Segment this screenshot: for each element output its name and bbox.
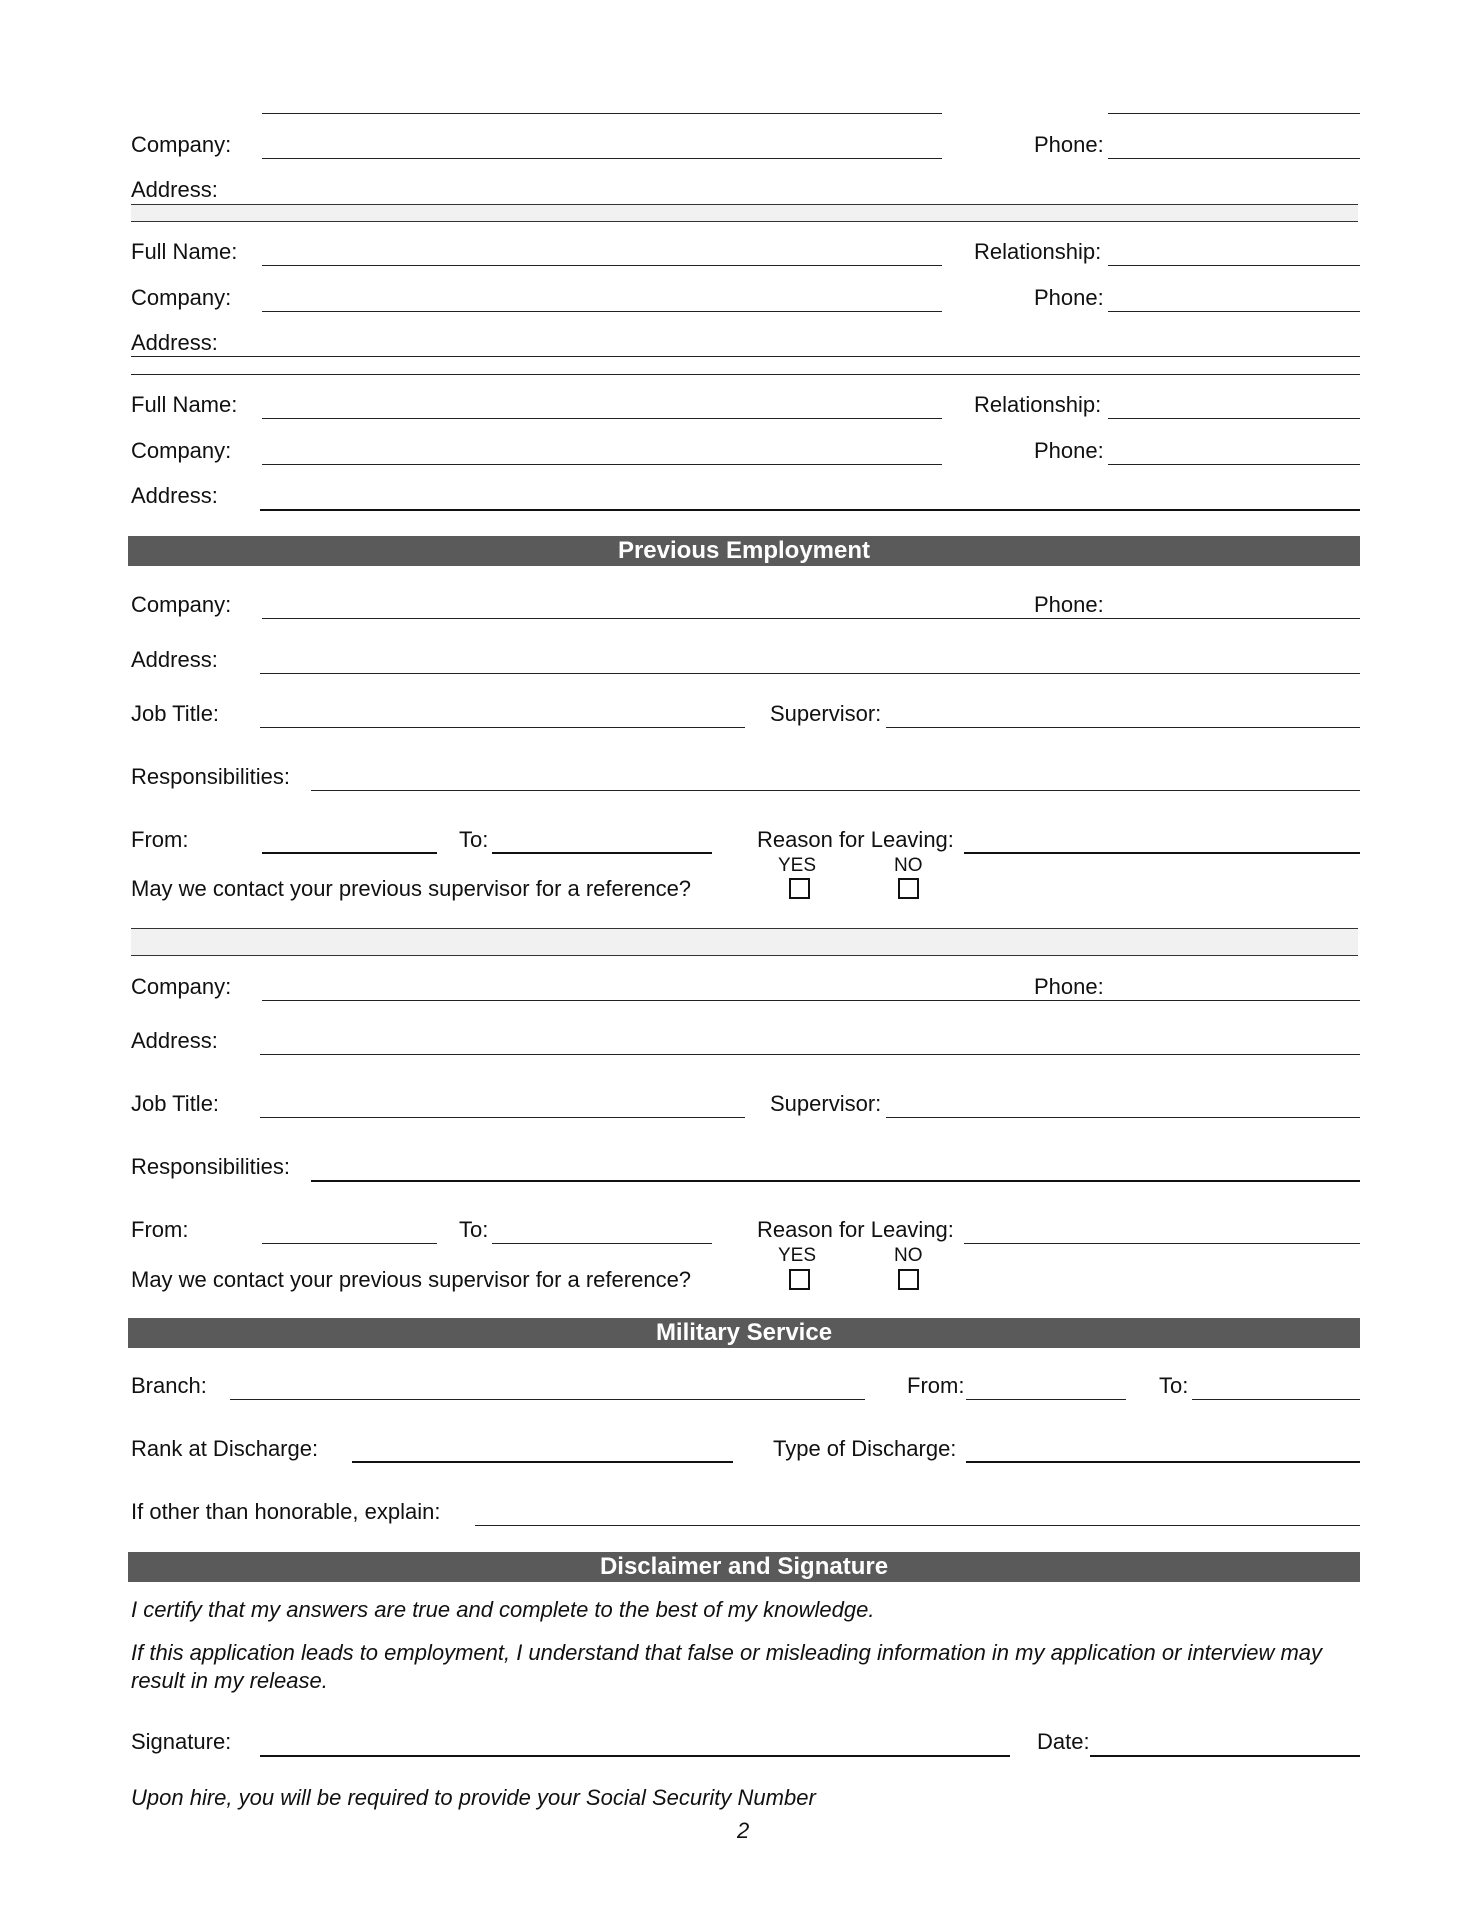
employer-2-phone-label: Phone: (1034, 974, 1104, 999)
reference-3-company-label: Company: (131, 438, 232, 463)
reference-divider-2 (131, 374, 1360, 375)
military-to-label: To: (1159, 1373, 1189, 1398)
reference-2-relationship-label: Relationship: (974, 239, 1102, 264)
employer-1-from-label: From: (131, 827, 189, 852)
reference-3-phone-label: Phone: (1034, 438, 1104, 463)
employer-2-job-title-label: Job Title: (131, 1091, 220, 1116)
employer-1-no-label: NO (894, 855, 923, 876)
employer-1-company-line[interactable] (262, 618, 1360, 619)
employer-2-company-line[interactable] (262, 1000, 1360, 1001)
date-line[interactable] (1090, 1755, 1360, 1757)
employer-2-address-line[interactable] (260, 1054, 1360, 1055)
reference-3-address-label: Address: (131, 483, 218, 508)
reference-2-phone-label: Phone: (1034, 285, 1104, 310)
reference-2-full-name-label: Full Name: (131, 239, 238, 264)
military-explain-line[interactable] (475, 1525, 1360, 1526)
reference-1-company-label: Company: (131, 132, 232, 157)
military-to-line[interactable] (1192, 1399, 1360, 1400)
reference-top-name-line[interactable] (262, 113, 942, 114)
employer-1-to-label: To: (459, 827, 489, 852)
disclaimer-release-text: If this application leads to employment, I understand that false or misleading information in my application or interview may result in my release. (131, 1640, 1323, 1693)
reference-2-full-name-line[interactable] (262, 265, 942, 266)
employer-2-reason-line[interactable] (964, 1243, 1360, 1244)
reference-2-company-line[interactable] (262, 311, 942, 312)
military-branch-line[interactable] (230, 1399, 865, 1400)
military-discharge-type-label: Type of Discharge: (773, 1436, 957, 1461)
page-number: 2 (737, 1818, 750, 1843)
employer-2-job-title-line[interactable] (260, 1117, 745, 1118)
employer-2-company-label: Company: (131, 974, 232, 999)
reference-2-address-label: Address: (131, 330, 218, 355)
employer-1-reason-line[interactable] (964, 852, 1360, 854)
military-from-line[interactable] (966, 1399, 1126, 1400)
employer-1-contact-no-checkbox[interactable] (898, 878, 919, 899)
employer-1-reason-label: Reason for Leaving: (757, 827, 954, 852)
military-service-header: Military Service (128, 1318, 1360, 1348)
employer-2-responsibilities-label: Responsibilities: (131, 1154, 290, 1179)
employer-1-job-title-line[interactable] (260, 727, 745, 728)
employer-2-to-line[interactable] (492, 1243, 712, 1244)
employer-2-contact-question: May we contact your previous supervisor for a reference? (131, 1267, 692, 1292)
reference-2-relationship-line[interactable] (1108, 265, 1360, 266)
reference-3-relationship-line[interactable] (1108, 418, 1360, 419)
previous-employment-header: Previous Employment (128, 536, 1360, 566)
signature-label: Signature: (131, 1729, 232, 1754)
reference-2-company-label: Company: (131, 285, 232, 310)
disclaimer-header: Disclaimer and Signature (128, 1552, 1360, 1582)
employer-1-supervisor-line[interactable] (886, 727, 1360, 728)
employer-2-supervisor-label: Supervisor: (770, 1091, 882, 1116)
ssn-note: Upon hire, you will be required to provide your Social Security Number (131, 1785, 816, 1810)
military-rank-label: Rank at Discharge: (131, 1436, 319, 1461)
employer-2-no-label: NO (894, 1245, 923, 1266)
reference-3-full-name-label: Full Name: (131, 392, 238, 417)
employer-2-contact-yes-checkbox[interactable] (789, 1269, 810, 1290)
employer-1-contact-yes-checkbox[interactable] (789, 878, 810, 899)
employer-1-yes-label: YES (778, 855, 817, 876)
employer-2-supervisor-line[interactable] (886, 1117, 1360, 1118)
reference-top-relationship-line[interactable] (1108, 113, 1360, 114)
employer-2-reason-label: Reason for Leaving: (757, 1217, 954, 1242)
employer-2-contact-no-checkbox[interactable] (898, 1269, 919, 1290)
reference-1-company-line[interactable] (262, 158, 942, 159)
reference-3-address-line[interactable] (260, 509, 1360, 511)
employer-1-responsibilities-label: Responsibilities: (131, 764, 290, 789)
employer-2-from-label: From: (131, 1217, 189, 1242)
employer-1-phone-label: Phone: (1034, 592, 1104, 617)
employer-1-to-line[interactable] (492, 852, 712, 854)
employer-1-contact-question: May we contact your previous supervisor for a reference? (131, 876, 692, 901)
employer-1-job-title-label: Job Title: (131, 701, 220, 726)
employer-2-address-label: Address: (131, 1028, 218, 1053)
disclaimer-certify-text: I certify that my answers are true and complete to the best of my knowledge. (131, 1597, 875, 1622)
reference-divider-1 (131, 204, 1358, 222)
employer-1-from-line[interactable] (262, 852, 437, 854)
military-discharge-type-line[interactable] (966, 1461, 1360, 1463)
employer-1-responsibilities-line[interactable] (311, 790, 1360, 791)
military-rank-line[interactable] (352, 1461, 733, 1463)
employer-1-address-label: Address: (131, 647, 218, 672)
employer-1-company-label: Company: (131, 592, 232, 617)
employer-2-responsibilities-line[interactable] (311, 1180, 1360, 1182)
employer-1-address-line[interactable] (260, 673, 1360, 674)
reference-3-phone-line[interactable] (1108, 464, 1360, 465)
employer-2-yes-label: YES (778, 1245, 817, 1266)
signature-line[interactable] (260, 1755, 1010, 1757)
date-label: Date: (1037, 1729, 1090, 1754)
reference-1-phone-line[interactable] (1108, 158, 1360, 159)
reference-1-address-label: Address: (131, 177, 218, 202)
employer-divider (131, 928, 1358, 956)
employer-2-from-line[interactable] (262, 1243, 437, 1244)
reference-3-relationship-label: Relationship: (974, 392, 1102, 417)
military-from-label: From: (907, 1373, 965, 1398)
employer-2-to-label: To: (459, 1217, 489, 1242)
reference-3-company-line[interactable] (262, 464, 942, 465)
reference-3-full-name-line[interactable] (262, 418, 942, 419)
military-explain-label: If other than honorable, explain: (131, 1499, 441, 1524)
military-branch-label: Branch: (131, 1373, 207, 1398)
reference-2-phone-line[interactable] (1108, 311, 1360, 312)
employer-1-supervisor-label: Supervisor: (770, 701, 882, 726)
reference-1-phone-label: Phone: (1034, 132, 1104, 157)
reference-2-address-line[interactable] (131, 356, 1360, 357)
